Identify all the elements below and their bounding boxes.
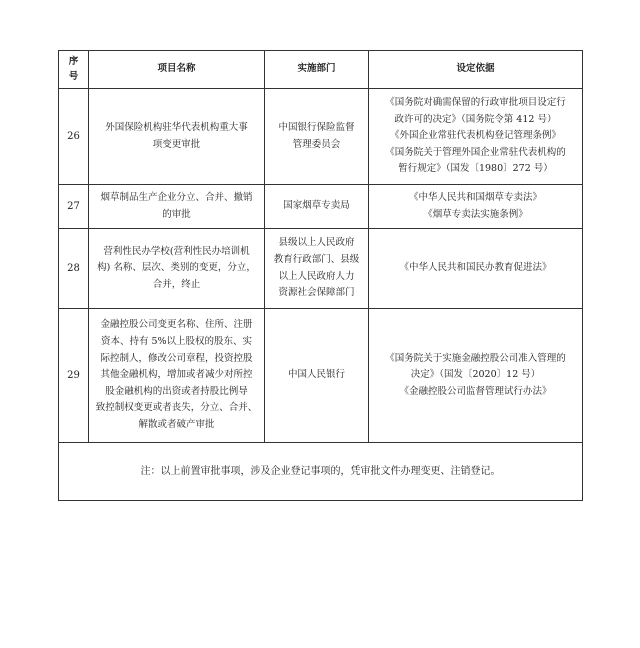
header-item-name: 项目名称	[89, 51, 265, 89]
text-line: 际控制人，修改公司章程，投资控股	[100, 352, 253, 364]
text-line: 以上人民政府人力	[278, 270, 355, 282]
department-cell	[265, 185, 369, 229]
table-row	[59, 309, 583, 443]
text-line: 构) 名称、层次、类别的变更，分立，	[97, 262, 256, 274]
header-serial-number-line2: 号	[68, 70, 79, 82]
text-line: 其他金融机构，增加或者减少对所控	[100, 369, 253, 381]
legal-basis-cell	[369, 309, 583, 443]
item-name-cell	[89, 229, 265, 309]
text-line: 政许可的决定》（国务院令第 412 号）	[394, 113, 557, 125]
header-department: 实施部门	[265, 51, 369, 89]
department-cell	[265, 89, 369, 185]
text-line: 决定》（国发〔2020〕12 号）	[410, 369, 541, 381]
text-line: 的审批	[162, 208, 191, 220]
text-line: 《国务院关于管理外国企业常驻代表机构的	[385, 146, 566, 158]
text-line: 烟草制品生产企业分立、合并、撤销	[100, 191, 253, 203]
text-line: 《烟草专卖法实施条例》	[423, 208, 528, 220]
text-line: 中国银行保险监督	[278, 121, 355, 133]
text-line: 县级以上人民政府	[278, 237, 355, 249]
item-name-cell	[89, 309, 265, 443]
legal-basis-cell	[369, 185, 583, 229]
text-line: 教育行政部门、县级	[273, 253, 360, 265]
row-number: 27	[59, 185, 89, 229]
department-cell	[265, 229, 369, 309]
row-number: 28	[59, 229, 89, 309]
text-line: 暂行规定》（国发〔1980〕272 号）	[398, 163, 553, 175]
text-line: 《中华人民共和国民办教育促进法》	[399, 262, 552, 274]
text-line: 股金融机构的出资或者持股比例导	[105, 385, 248, 397]
header-serial-number-line1: 序	[68, 56, 79, 68]
item-name-cell	[89, 89, 265, 185]
text-line: 国家烟草专卖局	[283, 200, 350, 212]
text-line: 中国人民银行	[287, 369, 345, 381]
department-cell	[265, 309, 369, 443]
legal-basis-cell	[369, 229, 583, 309]
approval-items-table	[58, 50, 583, 501]
text-line: 营利性民办学校(营利性民办培训机	[103, 245, 250, 257]
text-line: 解散或者破产审批	[138, 419, 215, 431]
text-line: 《国务院对确需保留的行政审批项目设定行	[385, 96, 566, 108]
table-header-row	[59, 51, 583, 89]
text-line: 资本、持有 5%以上股权的股东、实	[100, 335, 253, 347]
text-line: 《国务院关于实施金融控股公司准入管理的	[385, 352, 566, 364]
text-line: 《金融控股公司监督管理试行办法》	[399, 385, 552, 397]
table-row	[59, 89, 583, 185]
legal-basis-cell	[369, 89, 583, 185]
table-row	[59, 229, 583, 309]
text-line: 致控制权变更或者丧失，分立、合并、	[95, 402, 258, 414]
table-note-row	[59, 443, 583, 501]
table-note: 注：以上前置审批事项，涉及企业登记事项的，凭审批文件办理变更、注销登记。	[59, 443, 583, 501]
header-serial-number	[59, 51, 89, 89]
text-line: 金融控股公司变更名称、住所、注册	[100, 319, 253, 331]
row-number: 26	[59, 89, 89, 185]
text-line: 资源社会保障部门	[278, 287, 355, 299]
text-line: 《外国企业常驻代表机构登记管理条例》	[389, 130, 561, 142]
text-line: 项变更审批	[152, 138, 201, 150]
row-number: 29	[59, 309, 89, 443]
text-line: 合并，终止	[152, 278, 201, 290]
text-line: 管理委员会	[292, 138, 341, 150]
header-legal-basis: 设定依据	[369, 51, 583, 89]
table-row	[59, 185, 583, 229]
item-name-cell	[89, 185, 265, 229]
text-line: 《中华人民共和国烟草专卖法》	[408, 191, 542, 203]
text-line: 外国保险机构驻华代表机构重大事	[105, 121, 248, 133]
